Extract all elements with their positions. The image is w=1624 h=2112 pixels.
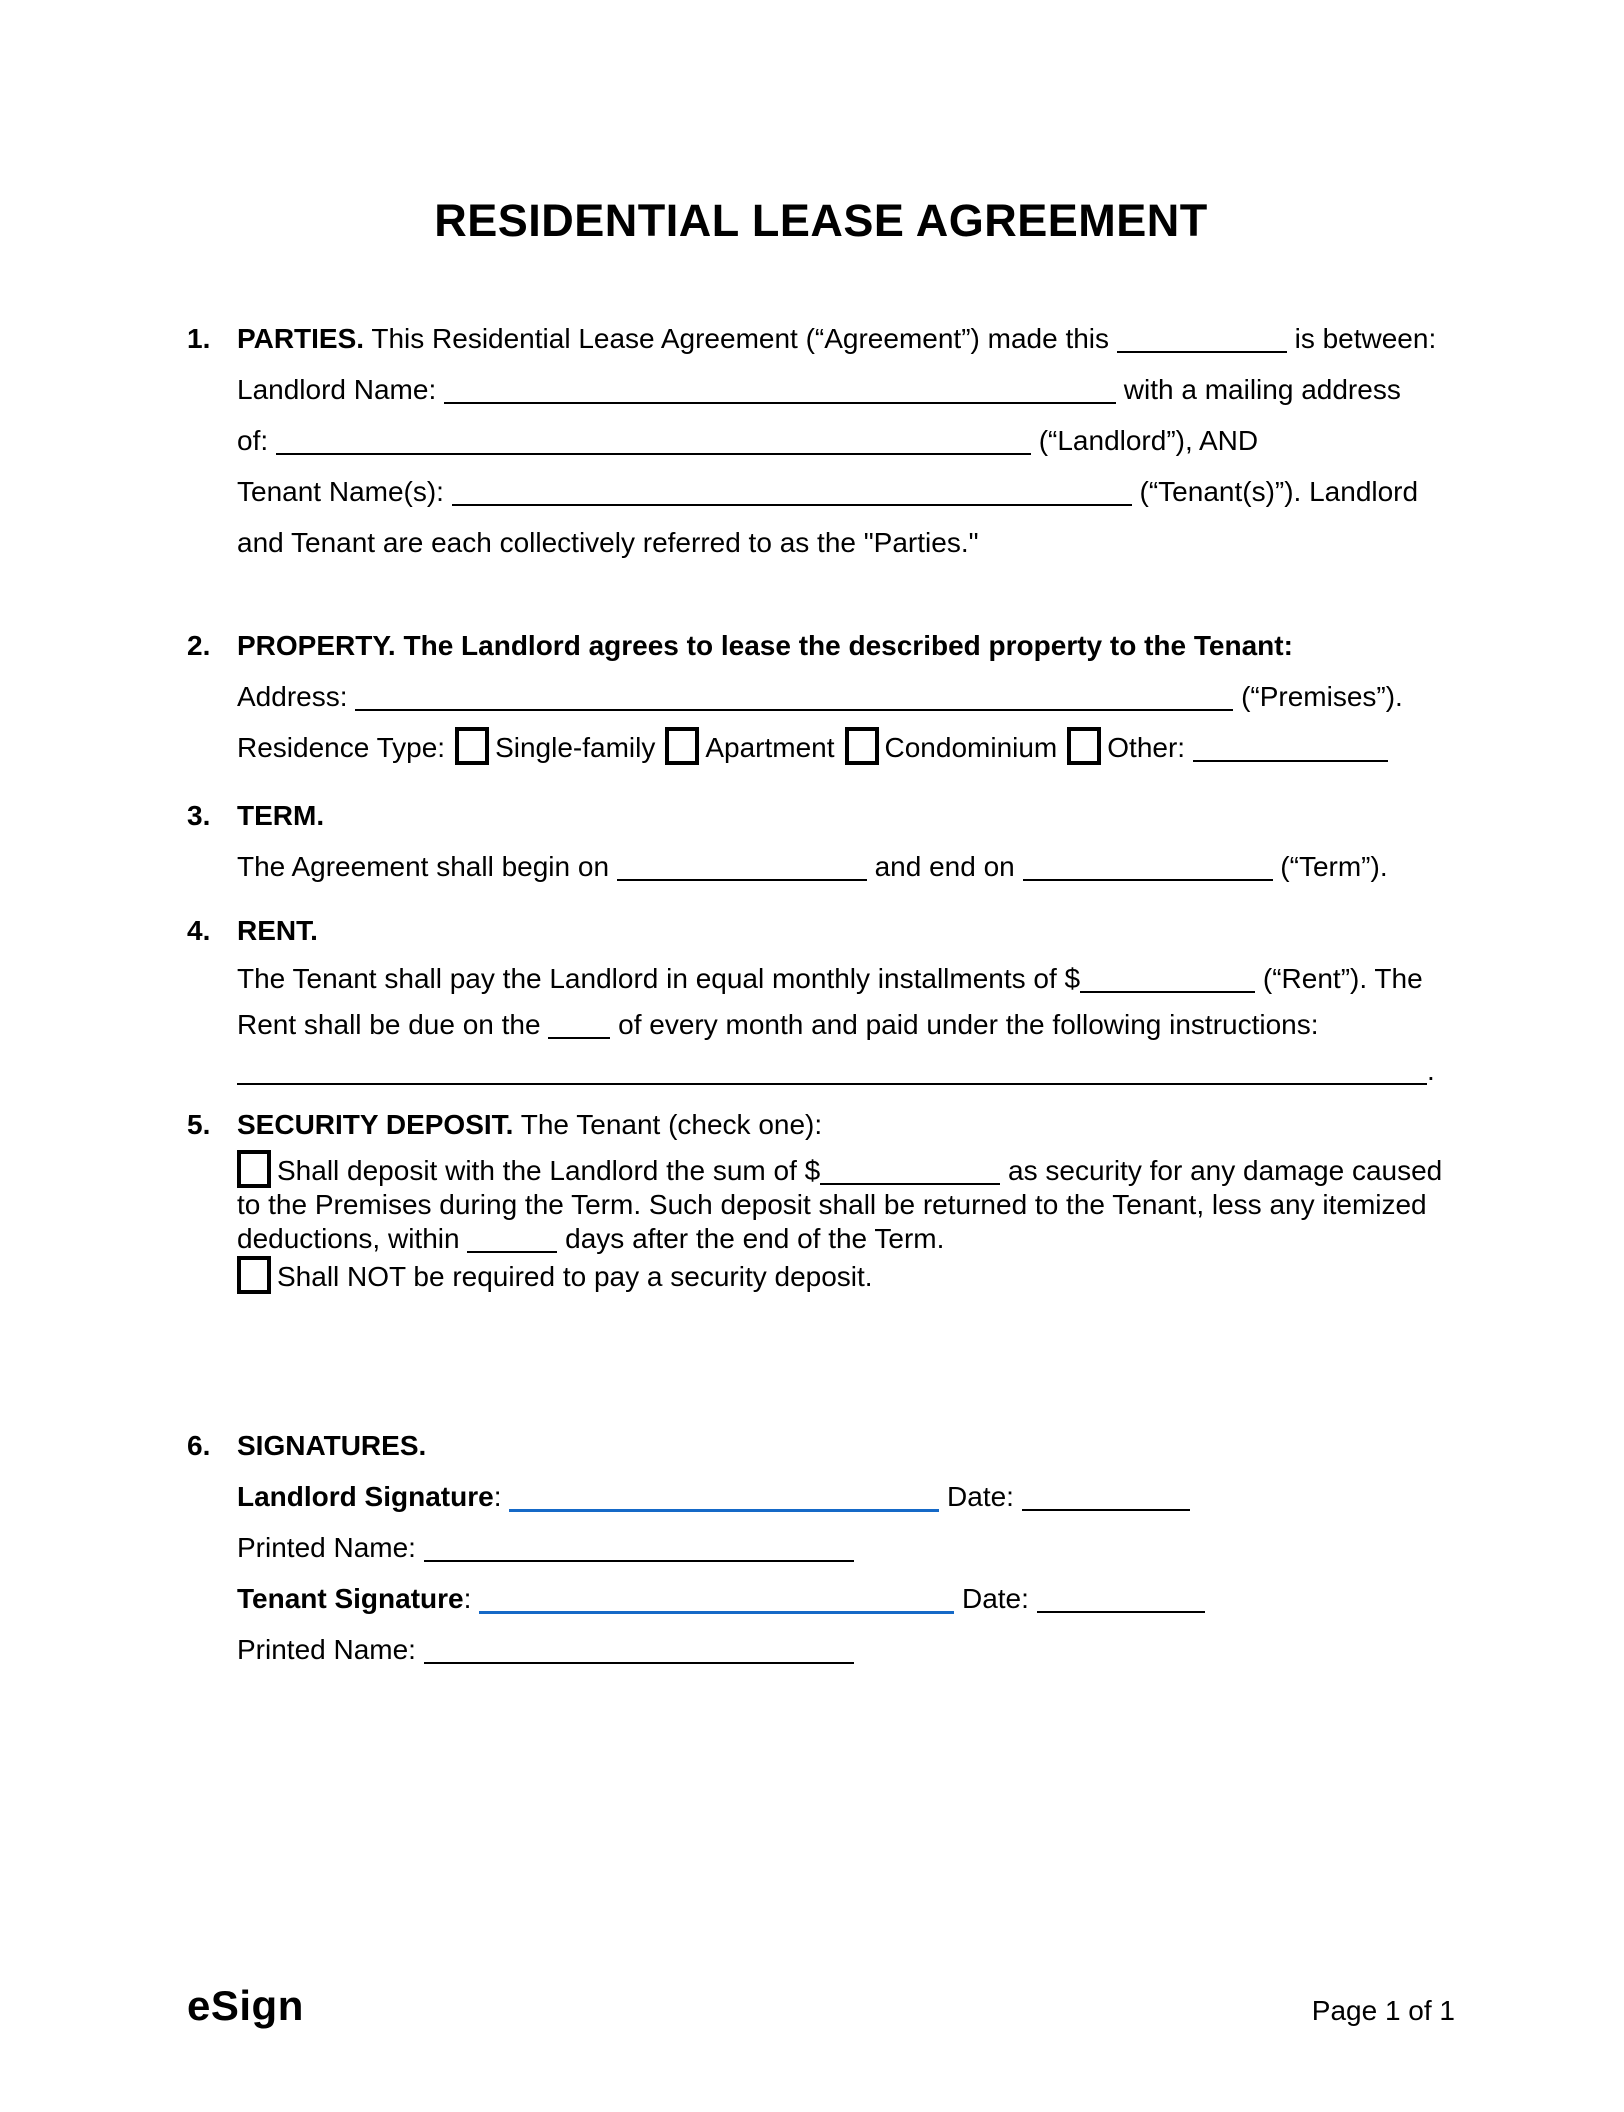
- tenant-date-blank[interactable]: [1037, 1601, 1205, 1613]
- section-number: 5.: [187, 1109, 211, 1140]
- option-condominium: [835, 732, 1058, 763]
- term-end-date-blank[interactable]: [1023, 869, 1273, 881]
- term-tail-text: (“Term”).: [1280, 851, 1388, 882]
- deposit-amount-blank[interactable]: [820, 1173, 1000, 1185]
- section-security-deposit: [187, 1099, 1455, 1294]
- single-family-checkbox[interactable]: [455, 727, 489, 765]
- term-start-date-blank[interactable]: [617, 869, 867, 881]
- property-heading-rest: The Landlord agrees to lease the described property to the Tenant:: [403, 630, 1293, 661]
- deposit-heading-rest: The Tenant (check one):: [520, 1109, 823, 1140]
- instructions-period: .: [1427, 1055, 1435, 1086]
- landlord-printed-name-label: Printed Name:: [237, 1532, 416, 1563]
- landlord-term-text: (“Landlord”), AND: [1038, 425, 1259, 456]
- option-single-family: [445, 732, 655, 763]
- section-number: 1.: [187, 323, 211, 354]
- term-middle-text: and end on: [874, 851, 1015, 882]
- landlord-signature-label: Landlord Signature: [237, 1481, 494, 1512]
- section-property: [187, 620, 1455, 773]
- no-deposit-checkbox[interactable]: [237, 1256, 271, 1294]
- other-checkbox[interactable]: [1067, 727, 1101, 765]
- residence-type-label: Residence Type:: [237, 732, 446, 763]
- tenant-name-label: Tenant Name(s):: [237, 476, 444, 507]
- rent-due-day-blank[interactable]: [548, 1027, 610, 1039]
- landlord-printed-name-blank[interactable]: [424, 1550, 854, 1562]
- rent-amount-text: The Tenant shall pay the Landlord in equal monthly installments of $: [237, 963, 1081, 994]
- document-title: RESIDENTIAL LEASE AGREEMENT: [434, 195, 1208, 246]
- condominium-label: Condominium: [884, 732, 1058, 763]
- deposit-option2-text: Shall NOT be required to pay a security deposit.: [277, 1261, 873, 1292]
- section-heading-rent: RENT.: [237, 915, 318, 946]
- tenant-printed-name-label: Printed Name:: [237, 1634, 416, 1665]
- payment-instructions-blank[interactable]: [237, 1073, 1427, 1085]
- parties-intro-tail: is between:: [1294, 323, 1437, 354]
- property-address-blank[interactable]: [355, 699, 1233, 711]
- landlord-name-blank[interactable]: [444, 392, 1116, 404]
- landlord-date-label: Date:: [947, 1481, 1014, 1512]
- section-parties: [187, 313, 1455, 568]
- section-signatures: [187, 1420, 1455, 1675]
- term-begin-text: The Agreement shall begin on: [237, 851, 610, 882]
- section-number: 6.: [187, 1430, 211, 1461]
- option-other: [1057, 732, 1185, 763]
- rent-amount-tail: (“Rent”). The: [1262, 963, 1423, 994]
- section-heading-parties: PARTIES.: [237, 323, 365, 354]
- landlord-name-tail: with a mailing address: [1123, 374, 1401, 405]
- premises-text: (“Premises”).: [1241, 681, 1403, 712]
- page-number-label: Page 1 of 1: [1311, 1995, 1455, 2026]
- section-heading-security-deposit: SECURITY DEPOSIT.: [237, 1109, 514, 1140]
- label-colon: :: [493, 1481, 502, 1512]
- deposit-option1-tail: days after the end of the Term.: [565, 1223, 945, 1254]
- other-label: Other:: [1107, 732, 1186, 763]
- condominium-checkbox[interactable]: [845, 727, 879, 765]
- mailing-address-label: of:: [237, 425, 269, 456]
- page-footer: [187, 1982, 1455, 2030]
- deposit-option1-mid: as security for any damage caused to the Premises during the Term. Such deposit shall be returned to the Tenant, less any itemized deductions, within: [237, 1155, 1443, 1254]
- parties-closing-text: and Tenant are each collectively referred to as the "Parties.": [237, 527, 979, 558]
- landlord-date-blank[interactable]: [1022, 1499, 1190, 1511]
- section-number: 2.: [187, 630, 211, 661]
- section-heading-term: TERM.: [237, 800, 325, 831]
- deposit-option1-text: Shall deposit with the Landlord the sum of $: [277, 1155, 821, 1186]
- tenant-signature-label: Tenant Signature: [237, 1583, 464, 1614]
- mailing-address-blank[interactable]: [276, 443, 1031, 455]
- deposit-required-checkbox[interactable]: [237, 1150, 271, 1188]
- section-term: [187, 790, 1455, 892]
- label-colon: :: [463, 1583, 472, 1614]
- section-number: 4.: [187, 915, 211, 946]
- deposit-return-days-blank[interactable]: [467, 1241, 557, 1253]
- esign-logo: eSign: [187, 1982, 304, 2029]
- single-family-label: Single-family: [495, 732, 656, 763]
- section-number: 3.: [187, 800, 211, 831]
- tenant-date-label: Date:: [961, 1583, 1029, 1614]
- parties-intro-text: This Residential Lease Agreement (“Agreement”) made this: [371, 323, 1110, 354]
- apartment-label: Apartment: [705, 732, 835, 763]
- other-residence-blank[interactable]: [1193, 750, 1388, 762]
- apartment-checkbox[interactable]: [665, 727, 699, 765]
- landlord-name-label: Landlord Name:: [237, 374, 437, 405]
- section-rent: [187, 905, 1455, 1094]
- tenant-printed-name-blank[interactable]: [424, 1652, 854, 1664]
- tenant-name-blank[interactable]: [452, 494, 1132, 506]
- section-heading-property: PROPERTY.: [237, 630, 396, 661]
- landlord-signature-line[interactable]: [509, 1499, 939, 1512]
- option-apartment: [655, 732, 834, 763]
- agreement-date-blank[interactable]: [1117, 341, 1287, 353]
- address-label: Address:: [237, 681, 348, 712]
- rent-due-tail: of every month and paid under the following instructions:: [618, 1009, 1319, 1040]
- section-heading-signatures: SIGNATURES.: [237, 1430, 427, 1461]
- tenant-signature-line[interactable]: [479, 1601, 954, 1614]
- tenant-term-text: (“Tenant(s)”). Landlord: [1139, 476, 1419, 507]
- rent-due-text: Rent shall be due on the: [237, 1009, 541, 1040]
- rent-amount-blank[interactable]: [1080, 981, 1255, 993]
